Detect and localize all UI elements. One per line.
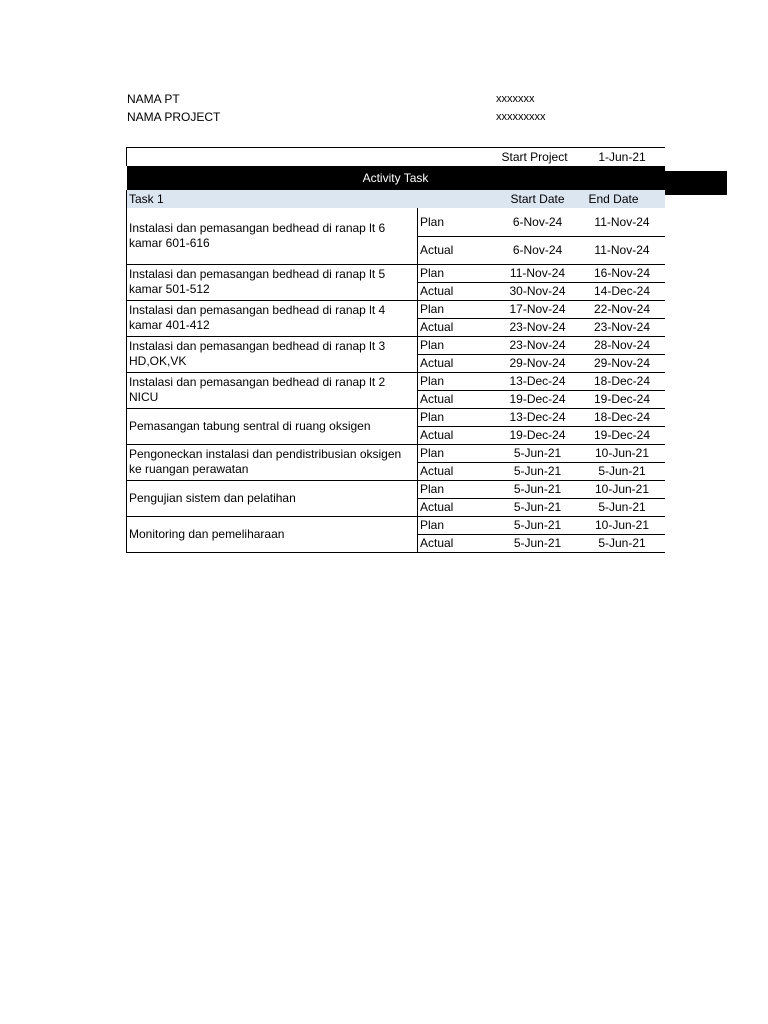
task-end-date: 14-Dec-24	[580, 282, 665, 300]
task-name: Instalasi dan pemasangan bedhead di ranap lt 2 NICU	[127, 372, 418, 408]
task-type: Plan	[418, 208, 496, 236]
activity-table	[126, 147, 665, 553]
task-end-date: 16-Nov-24	[580, 264, 665, 282]
task-type: Plan	[418, 480, 496, 498]
task-type: Actual	[418, 354, 496, 372]
task-start-date: 13-Dec-24	[496, 408, 580, 426]
task-type: Actual	[418, 236, 496, 264]
company-value: xxxxxxx	[496, 93, 535, 105]
task-end-date: 11-Nov-24	[580, 236, 665, 264]
task-end-date: 5-Jun-21	[580, 534, 665, 552]
project-value: xxxxxxxxx	[496, 111, 546, 123]
task-start-date: 5-Jun-21	[496, 516, 580, 534]
task-row-plan	[127, 264, 665, 282]
task-type: Actual	[418, 282, 496, 300]
task-name: Pemasangan tabung sentral di ruang oksigen	[127, 408, 418, 444]
column-header-row	[127, 190, 665, 208]
company-label: NAMA PT	[127, 92, 180, 106]
task-type: Plan	[418, 372, 496, 390]
task-start-date: 29-Nov-24	[496, 354, 580, 372]
task-name: Monitoring dan pemeliharaan	[127, 516, 418, 552]
task-name: Instalasi dan pemasangan bedhead di ranap lt 6 kamar 601-616	[127, 208, 418, 264]
task-start-date: 19-Dec-24	[496, 390, 580, 408]
task-type: Actual	[418, 426, 496, 444]
task-start-date: 23-Nov-24	[496, 336, 580, 354]
task-end-date: 10-Jun-21	[580, 480, 665, 498]
task-end-date: 28-Nov-24	[580, 336, 665, 354]
task-row-plan	[127, 208, 665, 236]
task-start-date: 5-Jun-21	[496, 480, 580, 498]
task-start-date: 5-Jun-21	[496, 462, 580, 480]
task-start-date: 5-Jun-21	[496, 444, 580, 462]
task-start-date: 13-Dec-24	[496, 372, 580, 390]
task-name: Instalasi dan pemasangan bedhead di ranap lt 5 kamar 501-512	[127, 264, 418, 300]
task-row-plan	[127, 444, 665, 462]
task-row-plan	[127, 300, 665, 318]
project-label: NAMA PROJECT	[127, 110, 221, 124]
task-end-date: 5-Jun-21	[580, 498, 665, 516]
task-start-date: 6-Nov-24	[496, 236, 580, 264]
task-name: Pengoneckan instalasi dan pendistribusian oksigen ke ruangan perawatan	[127, 444, 418, 480]
activity-sheet	[126, 147, 664, 553]
task-end-date: 18-Dec-24	[580, 408, 665, 426]
task-start-date: 23-Nov-24	[496, 318, 580, 336]
task-name: Pengujian sistem dan pelatihan	[127, 480, 418, 516]
activity-band-extension	[665, 171, 727, 195]
start-project-value: 1-Jun-21	[580, 148, 665, 167]
task-row-plan	[127, 372, 665, 390]
task-start-date: 5-Jun-21	[496, 534, 580, 552]
task-row-plan	[127, 408, 665, 426]
task-type: Plan	[418, 516, 496, 534]
task-type: Plan	[418, 408, 496, 426]
task-end-date: 18-Dec-24	[580, 372, 665, 390]
task-end-date: 22-Nov-24	[580, 300, 665, 318]
start-project-row	[127, 148, 665, 167]
task-start-date: 11-Nov-24	[496, 264, 580, 282]
activity-band-row	[127, 166, 665, 190]
task-end-date: 10-Jun-21	[580, 444, 665, 462]
task-type: Plan	[418, 300, 496, 318]
task-row-plan	[127, 480, 665, 498]
task-start-date: 30-Nov-24	[496, 282, 580, 300]
task-end-date: 5-Jun-21	[580, 462, 665, 480]
start-date-column-header: Start Date	[496, 190, 580, 208]
task-type: Plan	[418, 444, 496, 462]
task-row-plan	[127, 516, 665, 534]
task-start-date: 6-Nov-24	[496, 208, 580, 236]
task-type: Actual	[418, 462, 496, 480]
activity-band-title: Activity Task	[362, 171, 429, 185]
task-end-date: 19-Dec-24	[580, 390, 665, 408]
task-type: Plan	[418, 264, 496, 282]
task-end-date: 19-Dec-24	[580, 426, 665, 444]
task-type: Actual	[418, 498, 496, 516]
task-type: Actual	[418, 318, 496, 336]
task-type: Actual	[418, 534, 496, 552]
start-project-label: Start Project	[496, 148, 580, 167]
task-name: Instalasi dan pemasangan bedhead di ranap lt 4 kamar 401-412	[127, 300, 418, 336]
task-row-plan	[127, 336, 665, 354]
task-end-date: 11-Nov-24	[580, 208, 665, 236]
task-type: Actual	[418, 390, 496, 408]
task-start-date: 17-Nov-24	[496, 300, 580, 318]
task-end-date: 29-Nov-24	[580, 354, 665, 372]
task-end-date: 10-Jun-21	[580, 516, 665, 534]
end-date-column-header: End Date	[580, 190, 665, 208]
task-column-header: Task 1	[127, 190, 418, 208]
task-end-date: 23-Nov-24	[580, 318, 665, 336]
task-name: Instalasi dan pemasangan bedhead di ranap lt 3 HD,OK,VK	[127, 336, 418, 372]
task-start-date: 19-Dec-24	[496, 426, 580, 444]
task-type: Plan	[418, 336, 496, 354]
task-start-date: 5-Jun-21	[496, 498, 580, 516]
